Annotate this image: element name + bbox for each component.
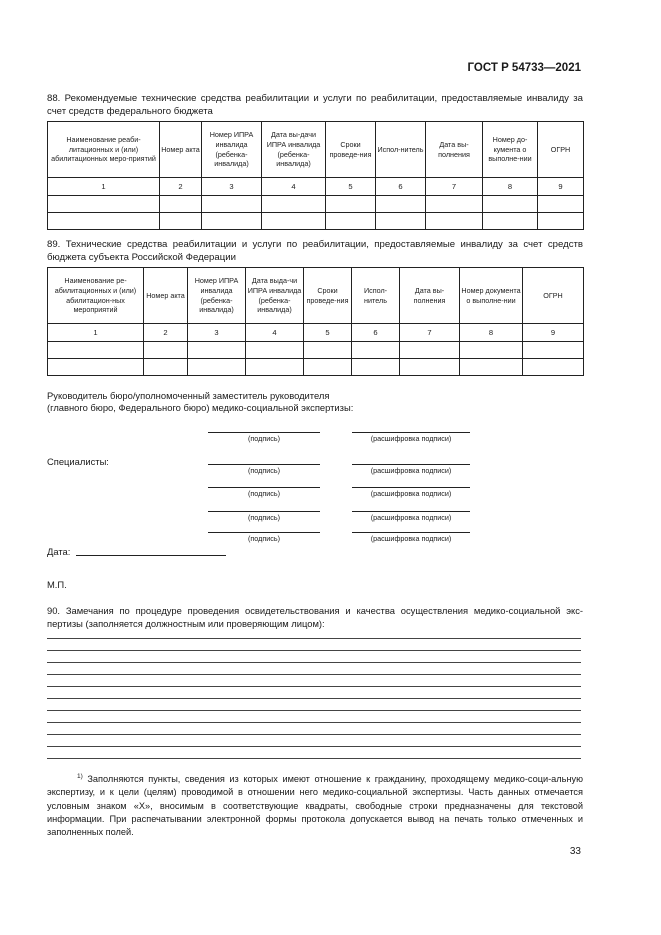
remarks-line[interactable] (47, 638, 581, 639)
column-number: 3 (202, 178, 262, 196)
decode-line[interactable] (352, 464, 470, 465)
table-cell[interactable] (426, 196, 483, 213)
column-number: 3 (188, 324, 246, 342)
table-cell[interactable] (160, 213, 202, 230)
column-header: Сроки проведе-ния (326, 122, 376, 178)
column-number: 5 (326, 178, 376, 196)
decode-line[interactable] (352, 511, 470, 512)
remarks-line[interactable] (47, 650, 581, 651)
footnote (47, 770, 583, 840)
column-number: 1 (48, 178, 160, 196)
column-header: Испол-нитель (376, 122, 426, 178)
column-header: Дата вы-полнения (400, 268, 460, 324)
column-header: Дата выда-чи ИПРА инвалида (ребенка-инвалида) (246, 268, 304, 324)
table-cell[interactable] (483, 213, 538, 230)
column-number: 2 (160, 178, 202, 196)
table-cell[interactable] (48, 359, 144, 376)
column-header: ОГРН (538, 122, 584, 178)
stamp-label: М.П. (47, 579, 67, 590)
table-cell[interactable] (352, 342, 400, 359)
signature-caption: (подпись) (248, 434, 280, 443)
column-header: Наименование ре-абилитационных и (или) абилитацион-ных мероприятий (48, 268, 144, 324)
column-header: Номер ИПРА инвалида (ребенка-инвалида) (188, 268, 246, 324)
table-cell[interactable] (376, 196, 426, 213)
table-cell[interactable] (262, 196, 326, 213)
column-number: 6 (352, 324, 400, 342)
table-row[interactable] (48, 213, 584, 230)
column-number: 8 (460, 324, 523, 342)
table-cell[interactable] (523, 359, 584, 376)
table-header-row (48, 122, 584, 178)
table-88 (47, 121, 584, 230)
table-cell[interactable] (352, 359, 400, 376)
decode-line[interactable] (352, 487, 470, 488)
table-cell[interactable] (246, 342, 304, 359)
column-header: Номер акта (160, 122, 202, 178)
column-number: 2 (144, 324, 188, 342)
column-header: Номер ИПРА инвалида (ребенка-инвалида) (202, 122, 262, 178)
footnote-text: Заполняются пункты, сведения из которых имеют отношение к гражданину, проходящему медико-соци-альную экспертизу, и к цели (целям) проводимой в отношении него медико-социальной экспертизы. Часть данных отмечается условным знаком «Х», вносимым в соответствующие квадраты, свободные строки предназначены для текстовой информации. При распечатывании электронной формы протокола допускается вывод на печать только отмеченных и заполненных полей. (47, 774, 584, 838)
head-signature-label-line1: Руководитель бюро/уполномоченный заместитель руководителя (47, 390, 330, 401)
date-line[interactable] (76, 555, 226, 556)
column-number: 9 (538, 178, 584, 196)
table-cell[interactable] (304, 342, 352, 359)
table-cell[interactable] (538, 196, 584, 213)
signature-line[interactable] (208, 432, 320, 433)
remarks-line[interactable] (47, 686, 581, 687)
column-number-row (48, 324, 584, 342)
table-cell[interactable] (48, 196, 160, 213)
column-header: Номер акта (144, 268, 188, 324)
column-header: Номер до-кумента о выполне-нии (483, 122, 538, 178)
column-header: Наименование реаби-литационных и (или) абилитационных меро-приятий (48, 122, 160, 178)
column-number: 4 (262, 178, 326, 196)
table-cell[interactable] (48, 342, 144, 359)
section-89-title: 89. Технические средства реабилитации и услуги по реабилитации, предоставляемые инвалиду за счет средств бюджета субъекта Российской Федерации (47, 239, 583, 263)
column-header: ОГРН (523, 268, 584, 324)
table-row[interactable] (48, 196, 584, 213)
table-cell[interactable] (460, 342, 523, 359)
table-row[interactable] (48, 342, 584, 359)
column-header: Номер документа о выполне-нии (460, 268, 523, 324)
column-header: Дата вы-дачи ИПРА инвалида (ребенка-инвалида) (262, 122, 326, 178)
table-cell[interactable] (144, 359, 188, 376)
table-cell[interactable] (326, 196, 376, 213)
table-cell[interactable] (326, 213, 376, 230)
table-cell[interactable] (523, 342, 584, 359)
column-header: Испол-нитель (352, 268, 400, 324)
table-cell[interactable] (144, 342, 188, 359)
column-header: Дата вы-полнения (426, 122, 483, 178)
section-90-title: 90. Замечания по процедуре проведения освидетельствования и качества осуществления медико-социальной экс-пертизы (заполняется должностным или проверяющим лицом): (47, 605, 583, 629)
head-signature-label-line2: (главного бюро, Федерального бюро) медико-социальной экспертизы: (47, 402, 354, 413)
section-88-title: 88. Рекомендуемые технические средства реабилитации и услуги по реабилитации, предоставляемые инвалиду за счет средств федерального бюджета (47, 93, 583, 117)
table-cell[interactable] (48, 213, 160, 230)
signature-line[interactable] (208, 532, 320, 533)
table-cell[interactable] (202, 213, 262, 230)
table-cell[interactable] (400, 359, 460, 376)
remarks-line[interactable] (47, 746, 581, 747)
table-row[interactable] (48, 359, 584, 376)
decode-line[interactable] (352, 432, 470, 433)
column-number: 8 (483, 178, 538, 196)
signature-caption: (подпись) (248, 513, 280, 522)
page-number: 33 (569, 846, 581, 857)
remarks-line[interactable] (47, 758, 581, 759)
table-cell[interactable] (376, 213, 426, 230)
table-cell[interactable] (202, 196, 262, 213)
signature-line[interactable] (208, 511, 320, 512)
remarks-line[interactable] (47, 722, 581, 723)
table-cell[interactable] (188, 342, 246, 359)
column-number: 5 (304, 324, 352, 342)
table-header-row (48, 268, 584, 324)
decode-line[interactable] (352, 532, 470, 533)
standard-designation: ГОСТ Р 54733—2021 (467, 62, 581, 74)
table-cell[interactable] (400, 342, 460, 359)
decode-caption: (расшифровка подписи) (370, 466, 452, 475)
table-cell[interactable] (483, 196, 538, 213)
decode-caption: (расшифровка подписи) (370, 534, 452, 543)
date-label: Дата: (47, 546, 71, 557)
decode-caption: (расшифровка подписи) (370, 513, 452, 522)
table-cell[interactable] (538, 213, 584, 230)
signature-caption: (подпись) (248, 466, 280, 475)
column-number: 7 (400, 324, 460, 342)
remarks-line[interactable] (47, 662, 581, 663)
column-number-row (48, 178, 584, 196)
signature-line[interactable] (208, 487, 320, 488)
column-number: 6 (376, 178, 426, 196)
signature-line[interactable] (208, 464, 320, 465)
remarks-line[interactable] (47, 734, 581, 735)
remarks-line[interactable] (47, 698, 581, 699)
column-header: Сроки проведе-ния (304, 268, 352, 324)
specialists-label: Специалисты: (47, 456, 109, 467)
table-cell[interactable] (160, 196, 202, 213)
remarks-line[interactable] (47, 710, 581, 711)
decode-caption: (расшифровка подписи) (370, 489, 452, 498)
footnote-marker: 1) (77, 773, 83, 780)
decode-caption: (расшифровка подписи) (370, 434, 452, 443)
column-number: 9 (523, 324, 584, 342)
signature-caption: (подпись) (248, 534, 280, 543)
remarks-line[interactable] (47, 674, 581, 675)
table-cell[interactable] (426, 213, 483, 230)
table-cell[interactable] (460, 359, 523, 376)
column-number: 7 (426, 178, 483, 196)
column-number: 4 (246, 324, 304, 342)
table-cell[interactable] (304, 359, 352, 376)
column-number: 1 (48, 324, 144, 342)
table-cell[interactable] (188, 359, 246, 376)
table-cell[interactable] (262, 213, 326, 230)
signature-caption: (подпись) (248, 489, 280, 498)
table-cell[interactable] (246, 359, 304, 376)
table-89 (47, 267, 584, 376)
